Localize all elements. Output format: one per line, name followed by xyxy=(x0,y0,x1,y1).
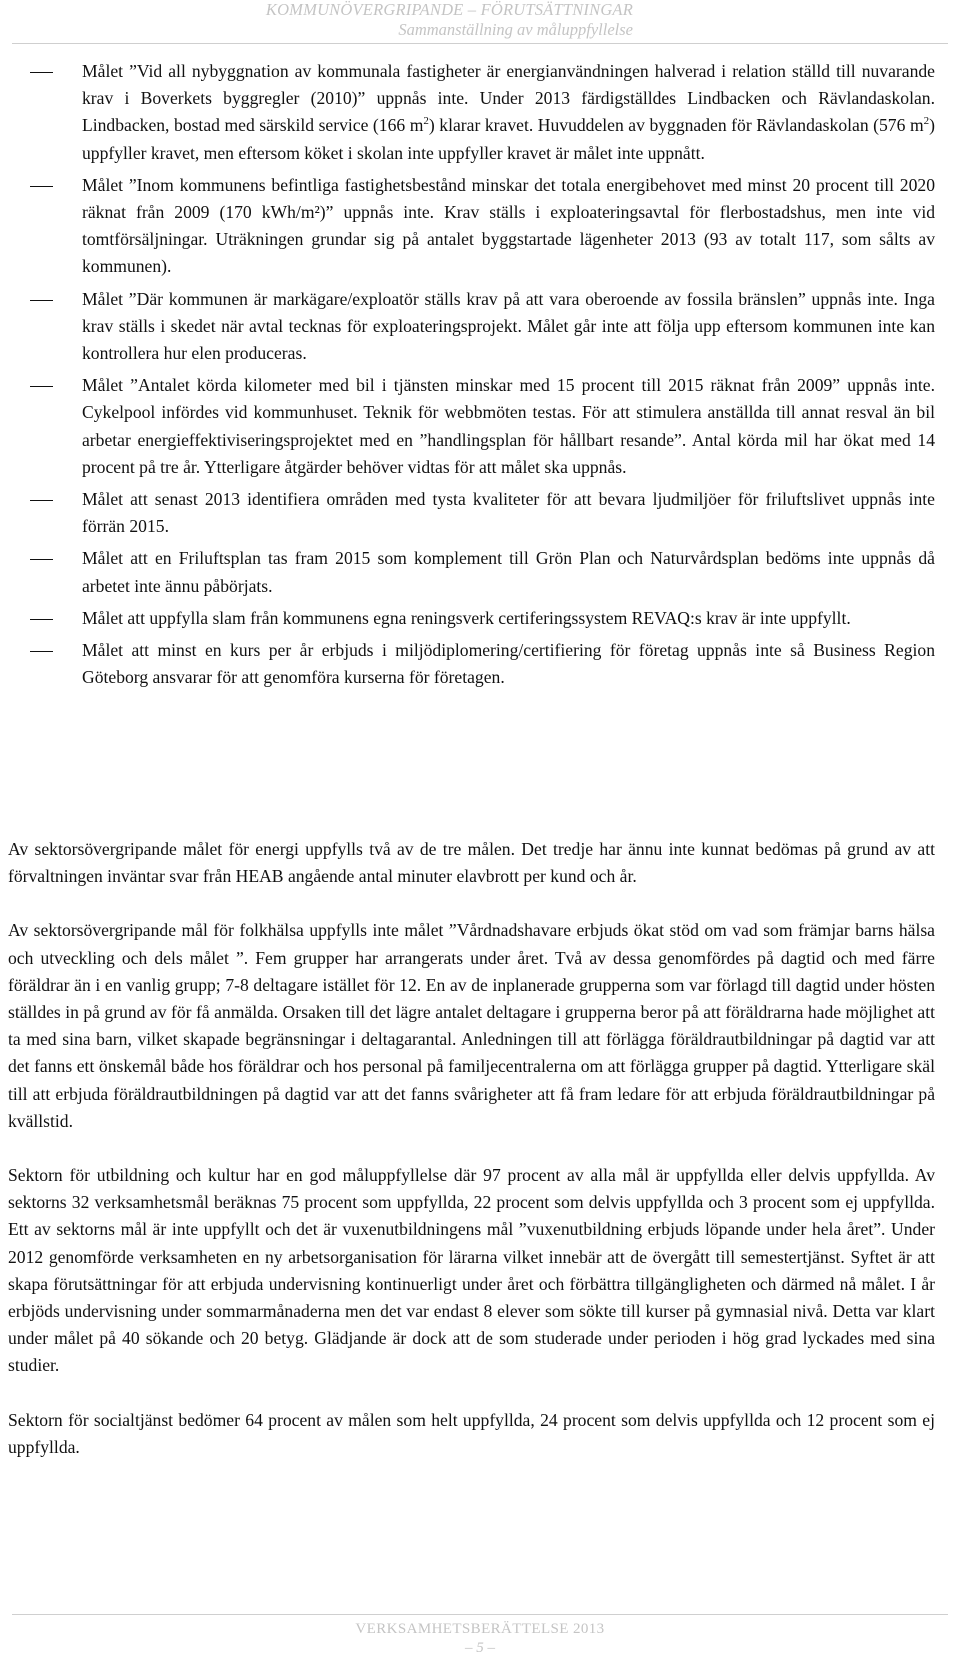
body-text xyxy=(8,836,935,1488)
bullet-item: Målet ”Vid all nybyggnation av kommunala fastigheter är energianvändningen halverad i relation ställd till nuvarande krav i Boverkets byggregler (2010)” uppnås inte. Under 2013 färdigställdes Lindbacken och Rävlandaskolan. Lindbacken, bostad med särskild service (166 $m^2$) klarar kravet. Huvuddelen av byggnaden för Rävlandaskolan (576 $m^2$) uppfyller kravet, men eftersom köket i skolan inte uppfyller kravet är målet inte uppnått. xyxy=(30,58,935,167)
dash-icon xyxy=(30,386,53,387)
page-header xyxy=(266,0,633,40)
paragraph-energy: Av sektorsövergripande målet för energi uppfylls två av de tre målen. Det tredje har ännu inte kunnat bedömas på grund av att förvaltningen inväntar svar från HEAB angående antal minuter elavbrott per kund och år. xyxy=(8,839,935,887)
dash-icon xyxy=(30,186,53,187)
page-number: – 5 – xyxy=(465,1640,495,1656)
dash-icon xyxy=(30,300,53,301)
bullet-item: Målet att en Friluftsplan tas fram 2015 som komplement till Grön Plan och Naturvårdsplan bedöms inte uppnås då arbetet inte ännu påbörjats. xyxy=(30,545,935,599)
goal-bullet-list xyxy=(30,58,935,696)
dash-icon xyxy=(30,651,53,652)
paragraph-public-health: Av sektorsövergripande mål för folkhälsa uppfylls inte målet ”Vårdnadshavare erbjuds ökat stöd om vad som främjar barns hälsa och utveckling och dels målet ”. Fem grupper har arrangerats under året. Två av dessa genomfördes på dagtid och med färre föräldrar än i en vanlig grupp; 7-8 deltagare istället för 12. En av de inplanerade grupperna som var förlagd till dagtid under hösten ställdes in på grund av för få anmälda. Orsaken till det lägre antalet deltagare i grupperna beror på att föräldrarna hade möjlighet att ta med sina barn, vilket skapade begränsningar i deltagarantal. Anledningen till att förlägga föräldrautbildningar på dagtid var att det fanns ett önskemål både hos föräldrar och hos personal på familjecentralerna om att förlägga grupper på dagtid. Ytterligare skäl till att erbjuda föräldrautbildningen på dagtid var att det fanns svårigheter att få fram ledare för att erbjuda föräldrautbildningar på kvällstid. xyxy=(8,920,935,1131)
dash-icon xyxy=(30,500,53,501)
paragraph-social-services: Sektorn för socialtjänst bedömer 64 procent av målen som helt uppfyllda, 24 procent som delvis uppfyllda och 12 procent som ej uppfyllda. xyxy=(8,1409,935,1457)
bullet-item: Målet ”Där kommunen är markägare/exploatör ställs krav på att vara oberoende av fossila bränslen” uppnås inte. Inga krav ställs i skedet när avtal tecknas för exploateringsprojekt. Målet går inte att följa upp eftersom kommunen inte kan kontrollera hur elen produceras. xyxy=(30,286,935,368)
dash-icon xyxy=(30,72,53,73)
header-divider xyxy=(12,43,948,44)
bullet-item: Målet att uppfylla slam från kommunens egna reningsverk certiferingssystem REVAQ:s krav är inte uppfyllt. xyxy=(30,605,935,632)
header-subtitle: Sammanställning av måluppfyllelse xyxy=(398,20,633,39)
header-title: KOMMUNÖVERGRIPANDE – FÖRUTSÄTTNINGAR xyxy=(265,0,633,19)
footer-title: VERKSAMHETSBERÄTTELSE 2013 xyxy=(355,1621,605,1637)
dash-icon xyxy=(30,619,53,620)
bullet-item: Målet ”Inom kommunens befintliga fastighetsbestånd minskar det totala energibehovet med minst 20 procent till 2020 räknat från 2009 (170 kWh/m²)” uppnås inte. Krav ställs i exploateringsavtal för flerbostadshus, men inte vid tomtförsäljningar. Uträkningen grundar sig på antalet byggstartade lägenheter 2013 (93 av totalt 117, som sålts av kommunen). xyxy=(30,172,935,281)
bullet-item: Målet att minst en kurs per år erbjuds i miljödiplomering/certifiering för företag uppnås inte så Business Region Göteborg ansvarar för att genomföra kurserna för företagen. xyxy=(30,637,935,691)
page-footer xyxy=(0,1620,960,1658)
bullet-item: Målet att senast 2013 identifiera områden med tysta kvaliteter för att bevara ljudmiljöer för friluftslivet uppnås inte förrän 2015. xyxy=(30,486,935,540)
dash-icon xyxy=(30,559,53,560)
bullet-item: Målet ”Antalet körda kilometer med bil i tjänsten minskar med 15 procent till 2015 räknat från 2009” uppnås inte. Cykelpool infördes vid kommunhuset. Teknik för webbmöten testas. För att stimulera anställda till annat resval än bil arbetar energieffektiviseringsprojektet med en ”handlingsplan för hållbart resande”. Antal körda mil har ökat med 14 procent på tre år. Ytterligare åtgärder behöver vidtas för att målet ska uppnås. xyxy=(30,372,935,481)
footer-divider xyxy=(12,1614,948,1615)
paragraph-education: Sektorn för utbildning och kultur har en god måluppfyllelse där 97 procent av alla mål är uppfyllda eller delvis uppfyllda. Av sektorns 32 verksamhetsmål beräknas 75 procent som uppfyllda, 22 procent som delvis uppfyllda och 3 procent som ej uppfyllda. Ett av sektorns mål är inte uppfyllt och det är vuxenutbildningens mål ”vuxenutbildning erbjuds löpande under hela året”. Under 2012 genomförde verksamheten en ny arbetsorganisation för lärarna vilket innebär att de övergått till semestertjänst. Syftet är att skapa förutsättningar för att erbjuda undervisning kontinuerligt under året och förbättra tillgängligheten och därmed nå målet. I år erbjöds undervisning under sommarmånaderna men det var endast 8 elever som sökte till kurser på gymnasial nivå. Detta var klart under målet på 40 sökande och 20 betyg. Glädjande är dock att de som studerade under perioden i hög grad lyckades med sina studier. xyxy=(8,1165,935,1376)
